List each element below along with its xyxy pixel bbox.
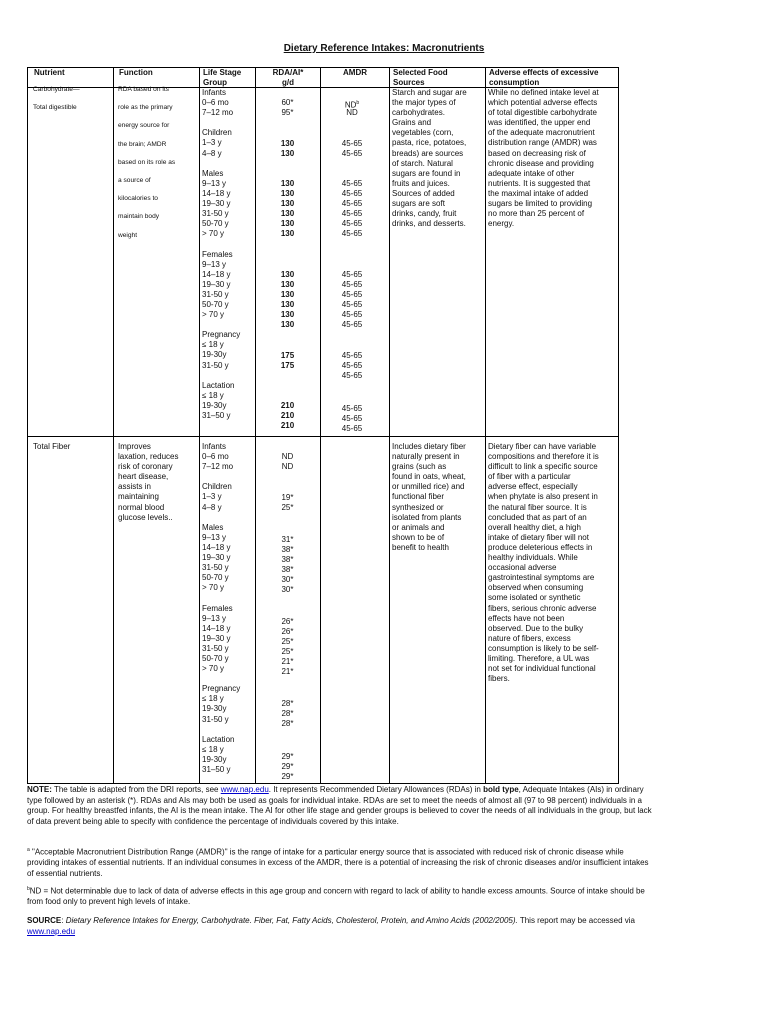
rda-value: 130 (280, 320, 295, 330)
note-label: NOTE: (27, 785, 52, 794)
amdr-value: 45-65 (341, 219, 363, 229)
rda-value: 175 (280, 351, 295, 360)
fiber-rda-females (256, 617, 319, 678)
carb-rda-males (256, 179, 319, 240)
rda-value: 25* (281, 647, 294, 657)
col-border (389, 67, 390, 784)
rda-value: 130 (280, 139, 295, 148)
carb-food-sources: Starch and sugar are the major types of carbohydrates. Grains and vegetables (corn, pasta, rice, potatoes, breads) are sources of starch. Natural sugars are found in fruits and juices. Sources of added sugars are soft drinks, candy, fruit drinks, and desserts. (392, 88, 467, 229)
rda-value: 60* (281, 98, 294, 107)
rda-value: ND (281, 452, 294, 461)
rda-value: 21* (281, 657, 294, 667)
fiber-function: Improves laxation, reduces risk of coronary heart disease, assists in maintaining normal blood glucose levels.. (118, 442, 179, 522)
carb-amdr-pregnancy (322, 351, 382, 381)
amdr-value: 45-65 (341, 300, 363, 310)
rda-value: 130 (280, 209, 295, 219)
rda-value: 130 (280, 219, 295, 229)
rda-value: 38* (281, 545, 294, 555)
rda-value: 210 (280, 421, 295, 431)
rda-value: 30* (281, 575, 294, 585)
header-nutrient: Nutrient (34, 68, 65, 77)
amdr-value: 45-65 (341, 351, 363, 360)
rda-value: 130 (280, 290, 295, 300)
rda-value: 210 (280, 411, 295, 421)
rda-value: 26* (281, 627, 294, 637)
rda-value: 130 (280, 280, 295, 290)
rda-value: 130 (280, 199, 295, 209)
rda-value: 25* (281, 637, 294, 647)
carb-amdr-females (322, 270, 382, 331)
carb-rda-children (256, 139, 319, 159)
carb-amdr-infants (322, 98, 382, 118)
rda-value: 29* (281, 762, 294, 772)
fiber-life-stages: Infants 0–6 mo 7–12 mo Children 1–3 y 4–8 y Males 9–13 y 14–18 y 19–30 y 31-50 y 50-70 y > 70 y Females 9–13 y 14–18 y 19–30 y 31-50 y 50-70 y > 70 y Pregnancy ≤ 18 y 19-30y 31-50 y Lactation ≤ 18 y 19-30y 31–50 y (202, 442, 241, 774)
carb-life-stages: Infants 0–6 mo 7–12 mo Children 1–3 y 4–8 y Males 9–13 y 14–18 y 19–30 y 31-50 y 50-70 y > 70 y Females 9–13 y 14–18 y 19–30 y 31-50 y 50-70 y > 70 y Pregnancy ≤ 18 y 19-30y 31-50 y Lactation ≤ 18 y 19-30y 31–50 y (202, 88, 241, 420)
rda-value: 210 (280, 401, 295, 410)
rda-value: 38* (281, 565, 294, 575)
rda-value: ND (281, 462, 294, 472)
carb-rda-lactation (256, 401, 319, 431)
nd-footnote (27, 884, 657, 908)
fiber-rda-infants (256, 452, 319, 472)
rda-value: 130 (280, 300, 295, 310)
rda-value: 31* (281, 535, 294, 544)
col-border (199, 67, 200, 784)
amdr-value: 45-65 (341, 280, 363, 290)
amdr-value: 45-65 (341, 371, 363, 381)
rda-value: 175 (280, 361, 295, 371)
rda-value: 130 (280, 270, 295, 279)
rda-value: 30* (281, 585, 294, 595)
rda-value: 130 (280, 179, 295, 188)
rda-value: 21* (281, 667, 294, 677)
amdr-value: 45-65 (341, 270, 363, 279)
carb-adverse-effects: While no defined intake level at which potential adverse effects of total digestible carbohydrate was identified, the upper end of the adequate macronutrient distribution range (AMDR) was based on decreasing risk of chronic disease and providing adequate intake of other nutrients. It is suggested that the maximal intake of added sugars be limited to providing no more than 25 percent of energy. (488, 88, 599, 229)
nap-link[interactable]: www.nap.edu (220, 785, 269, 794)
amdr-footnote: $^a$ "Acceptable Macronutrient Distribution Range (AMDR)" is the range of intake for a particular energy source that is associated with reduced risk of chronic disease while providing intakes of essential nutrients. If an individual consumes in excess of the AMDR, there is a potential of increasing the risk of chronic diseases and/or insufficient intakes of essential nutrients. (27, 847, 649, 878)
col-border (485, 67, 486, 784)
amdr-value: 45-65 (341, 361, 363, 371)
bold-type-label: bold type (483, 785, 519, 794)
rda-value: 130 (280, 229, 295, 239)
amdr-value: ND (346, 108, 358, 118)
fiber-rda-children (256, 493, 319, 513)
rda-value: 29* (281, 752, 294, 761)
amdr-value: $ND^b$ (344, 100, 360, 110)
amdr-value: 45-65 (341, 209, 363, 219)
amdr-value: 45-65 (341, 229, 363, 239)
note-paragraph (27, 785, 657, 827)
col-border (113, 67, 114, 784)
fiber-rda-males (256, 535, 319, 596)
note-text: , Adequate Intakes (AIs) in ordinary type followed by an asterisk (*). RDAs and AIs may both be used as goals for individual intake. RDAs are set to meet the needs of almost all (97 to 98 percent) individuals in a group. For healthy breastfed infants, the AI is the mean intake. The AI for other life stage and gender groups is believed to cover the needs of all individuals in the group, but lack of data prevent being able to specify with confidence the percentage of individuals covered by this intake. (27, 785, 652, 826)
carb-rda-females (256, 270, 319, 331)
carb-function: RDA based on its role as the primary energy source for the brain; AMDR based on its role as a source of kilocalories to maintain body weight (118, 86, 176, 239)
rda-value: 26* (281, 617, 294, 626)
page-title: Dietary Reference Intakes: Macronutrients (283, 43, 485, 54)
fiber-adverse-effects: Dietary fiber can have variable compositions and therefore it is difficult to link a specific source of fiber with a particular adverse effect, especially when phytate is also present in the natural fiber source. It is concluded that as part of an overall healthy diet, a high intake of dietary fiber will not produce deleterious effects in healthy individuals. While occasional adverse gastrointestinal symptoms are observed when consuming some isolated or synthetic fibers, serious chronic adverse effects have not been observed. Due to the bulky nature of fibers, excess consumption is likely to be self- limiting. Therefore, a UL was not set for individual functional fibers. (488, 442, 599, 684)
col-border (618, 67, 619, 784)
row-divider (27, 436, 619, 437)
amdr-value: 45-65 (341, 139, 363, 148)
source-link[interactable]: www.nap.edu (27, 926, 76, 936)
note-text: . It represents Recommended Dietary Allowances (RDAs) in (268, 785, 481, 794)
rda-value: 25* (281, 503, 294, 513)
col-border (27, 67, 28, 784)
carb-amdr-lactation (322, 404, 382, 434)
rda-value: 130 (280, 310, 295, 320)
carb-nutrient: Carbohydrate— Total digestible (33, 86, 80, 111)
rda-value: 28* (281, 719, 294, 729)
source-text: This report may be accessed via (519, 916, 636, 925)
nd-footnote-text: ND = Not determinable due to lack of data of adverse effects in this age group and concern with regard to lack of ability to handle excess amounts. Source of intake should be from food only to prevent high levels of intake. (27, 886, 645, 907)
amdr-value: 45-65 (341, 320, 363, 330)
header-function: Function (119, 68, 153, 77)
amdr-value: 45-65 (341, 414, 363, 424)
amdr-value: 45-65 (341, 149, 363, 159)
rda-value: 130 (280, 189, 295, 199)
fiber-rda-lactation (256, 752, 319, 782)
carb-rda-pregnancy (256, 351, 319, 371)
source-label: SOURCE (27, 916, 62, 925)
amdr-value: 45-65 (341, 310, 363, 320)
amdr-value: 45-65 (341, 424, 363, 434)
amdr-footnote-text: Acceptable Macronutrient Distribution Range (AMDR)" is the range of intake for a particular energy source that is associated with reduced risk of chronic disease while providing intakes of essential nutrients. If an individual consumes in excess of the AMDR, there is a potential of increasing the risk of chronic diseases and/or insufficient intakes of essential nutrients. (27, 847, 649, 878)
header-amdr: AMDR (343, 68, 367, 77)
rda-value: 38* (281, 555, 294, 565)
rda-value: 19* (281, 493, 294, 502)
amdr-value: 45-65 (341, 404, 363, 413)
carb-rda-infants (256, 98, 319, 118)
macronutrients-table (27, 67, 619, 784)
header-food-sources: Selected Food Sources (393, 68, 448, 87)
source-paragraph: SOURCE: Dietary Reference Intakes for Energy, Carbohydrate. Fiber, Fat, Fatty Acids, Cholesterol, Protein, and Amino Acids (2002/2005). This report may be accessed via www.nap.edu (27, 916, 636, 936)
amdr-value: 45-65 (341, 179, 363, 188)
col-border (320, 67, 321, 784)
source-title: Dietary Reference Intakes for Energy, Carbohydrate. Fiber, Fat, Fatty Acids, Cholesterol, Protein, and Amino Acids (2002/2005). (65, 916, 518, 925)
rda-value: 28* (281, 709, 294, 719)
carb-amdr-children (322, 139, 382, 159)
table-border-bottom (27, 783, 619, 784)
header-adverse-effects: Adverse effects of excessive consumption (489, 68, 599, 87)
header-rda: RDA/AI* g/d (272, 68, 304, 87)
rda-value: 29* (281, 772, 294, 782)
fiber-nutrient: Total Fiber (33, 442, 71, 451)
amdr-value: 45-65 (341, 189, 363, 199)
rda-value: 28* (281, 699, 294, 708)
note-text: The table is adapted from the DRI reports, see (53, 785, 219, 794)
rda-value: 95* (281, 108, 294, 118)
carb-amdr-males (322, 179, 382, 240)
footnote-b-marker: b (356, 100, 360, 106)
header-life-stage: Life Stage Group (203, 68, 242, 87)
rda-value: 130 (280, 149, 295, 159)
fiber-rda-pregnancy (256, 699, 319, 729)
fiber-food-sources: Includes dietary fiber naturally present in grains (such as found in oats, wheat, or unmilled rice) and functional fiber synthesized or isolated from plants or animals and shown to be of benefit to health (392, 442, 466, 552)
amdr-value: 45-65 (341, 290, 363, 300)
footnote-b-marker: b (27, 886, 30, 892)
footnote-a-marker: a (27, 847, 30, 853)
amdr-value: 45-65 (341, 199, 363, 209)
